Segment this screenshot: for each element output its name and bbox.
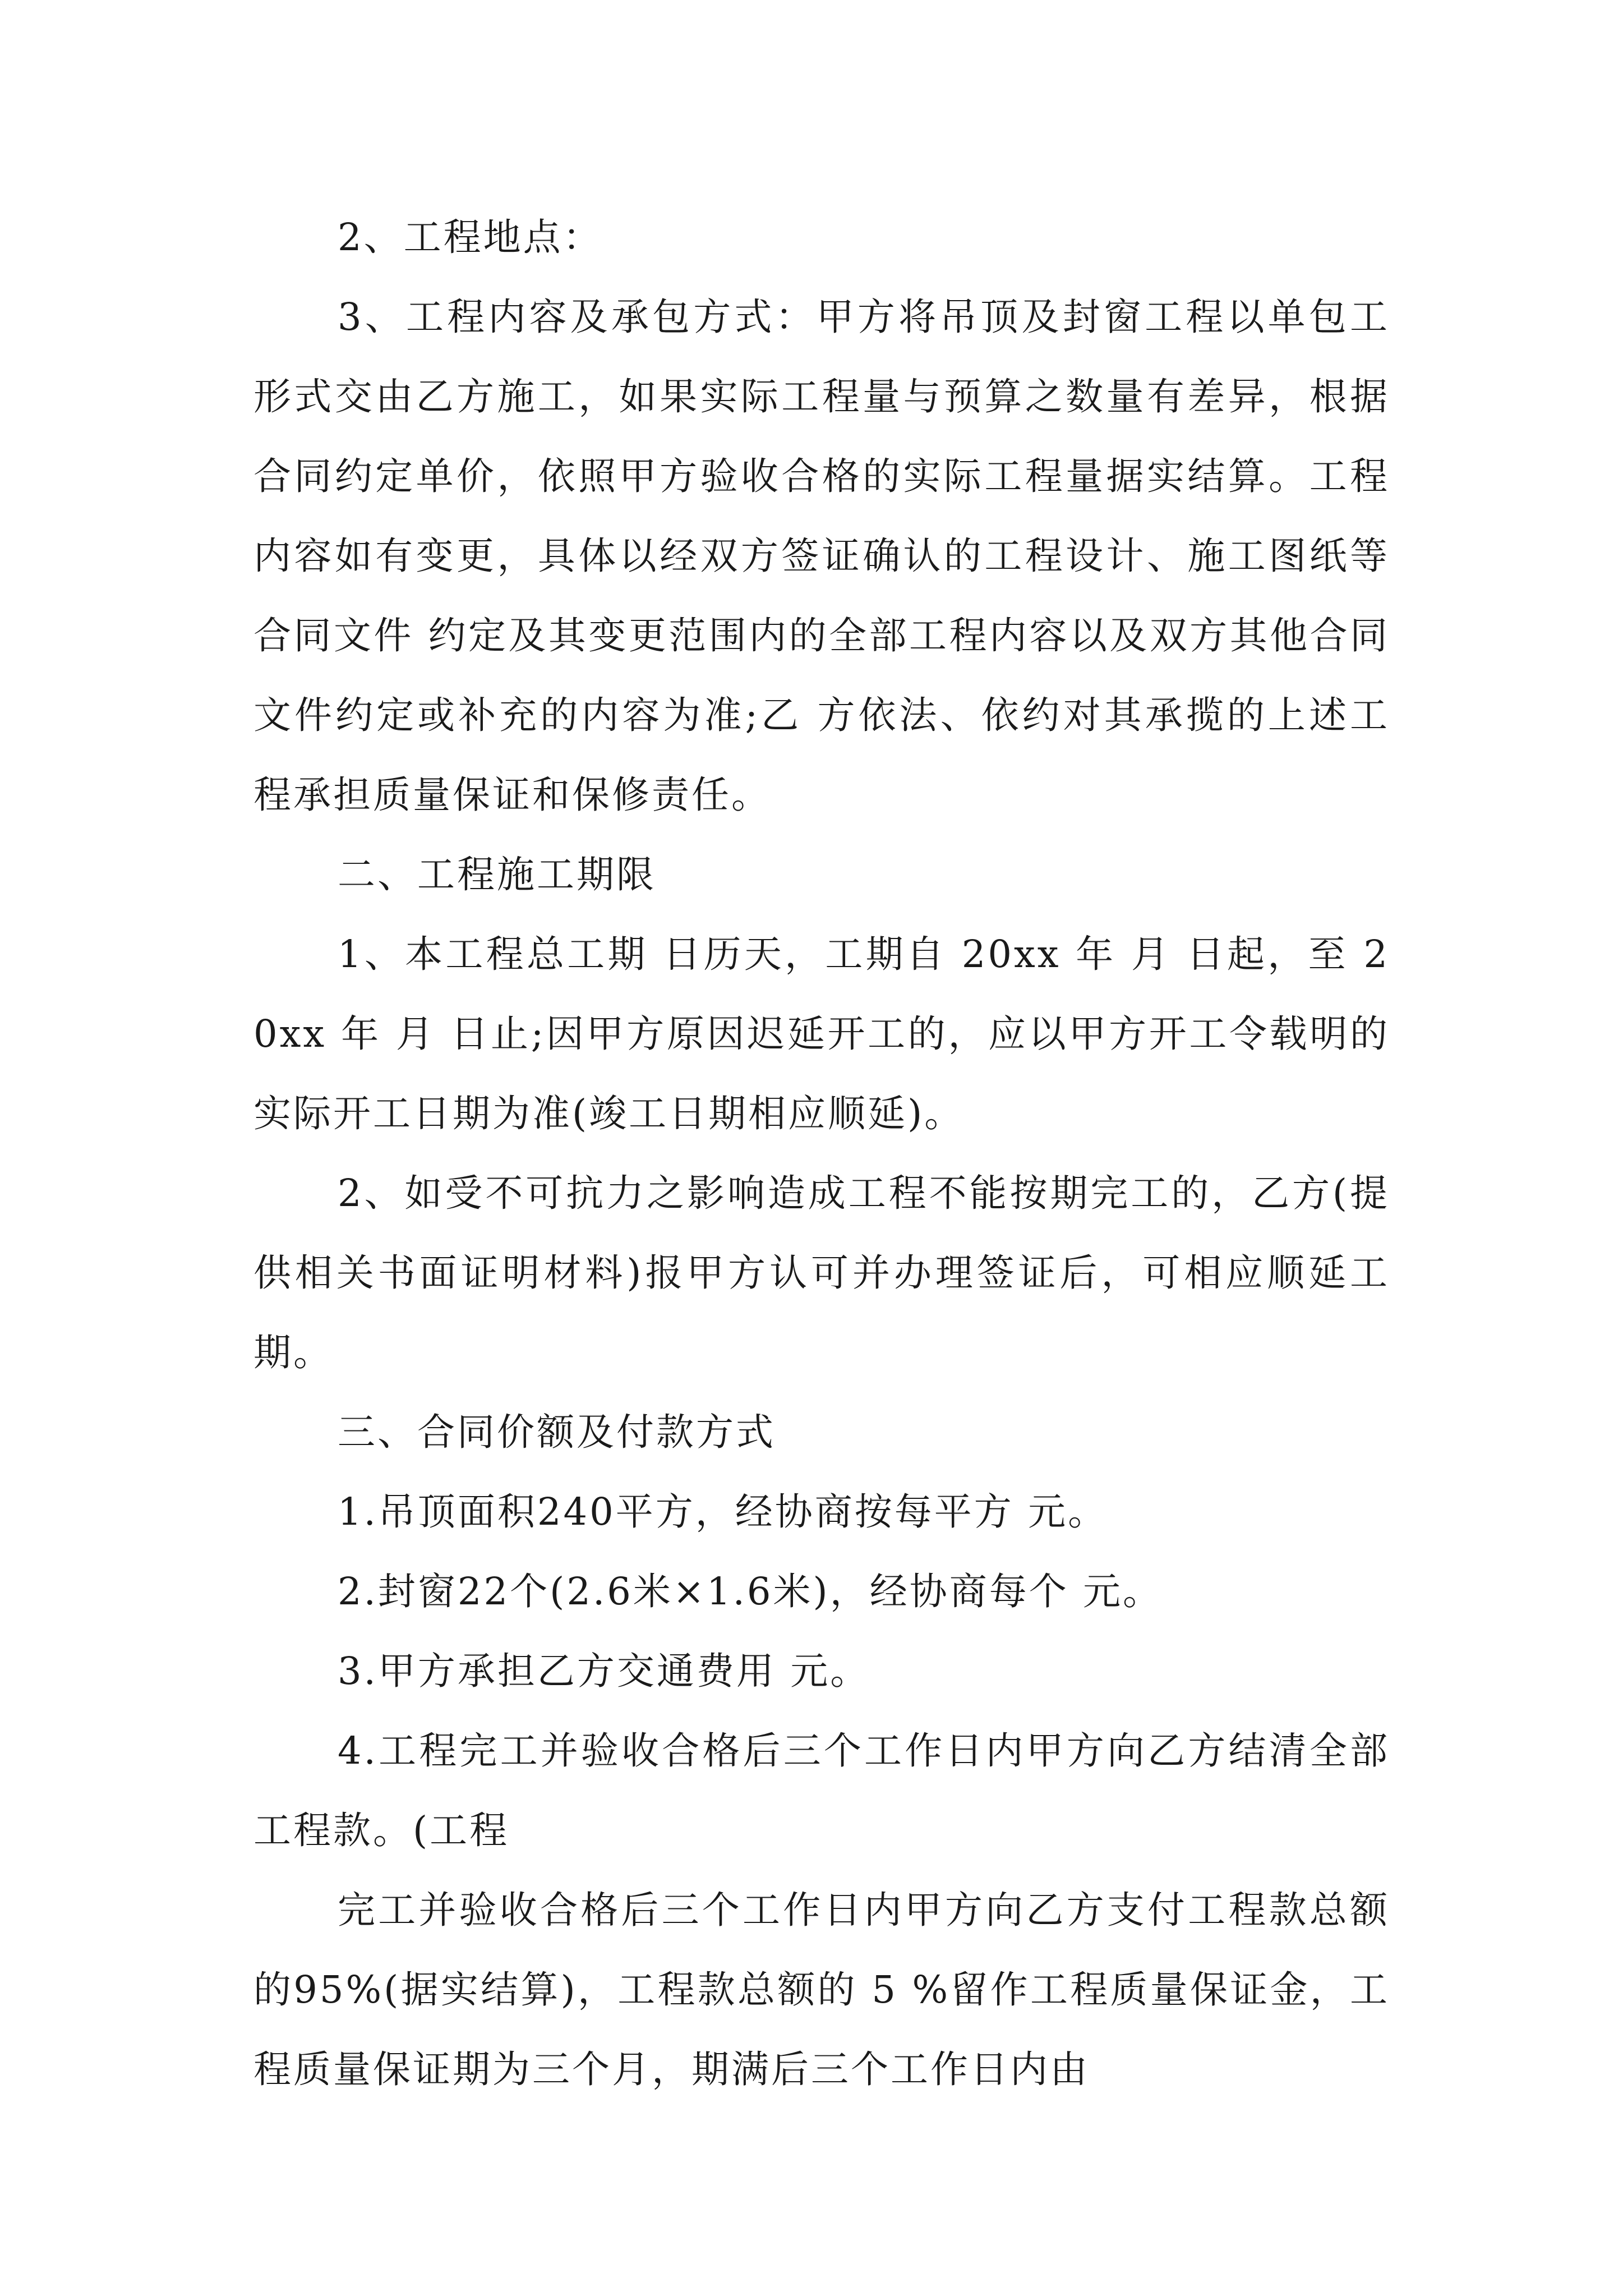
- paragraph-force-majeure: 2、如受不可抗力之影响造成工程不能按期完工的，乙方(提供相关书面证明材料)报甲方认可并办理签证后，可相应顺延工期。: [253, 1171, 1390, 1374]
- paragraph-project-scope: 3、工程内容及承包方式：甲方将吊顶及封窗工程以单包工形式交由乙方施工，如果实际工程量与预算之数量有差异，根据合同约定单价，依照甲方验收合格的实际工程量据实结算。工程内容如有变更，具体以经双方签证确认的工程设计、施工图纸等合同文件 约定及其变更范围内的全部工程内容以及双方其他合同文件约定或补充的内容为准;乙 方依法、依约对其承揽的上述工程承担质量保证和保修责任。: [253, 295, 1390, 817]
- heading-construction-period: 二、工程施工期限: [338, 853, 656, 896]
- document-body: [253, 197, 1390, 2109]
- heading-contract-price-payment: 三、合同价额及付款方式: [338, 1410, 776, 1454]
- paragraph-project-location: 2、工程地点：: [338, 215, 603, 259]
- paragraph-payment-retention: 完工并验收合格后三个工作日内甲方向乙方支付工程款总额的95%(据实结算)，工程款总额的 5 %留作工程质量保证金，工程质量保证期为三个月，期满后三个工作日内由: [253, 1888, 1390, 2091]
- paragraph-transport-cost: 3.甲方承担乙方交通费用 元。: [338, 1649, 870, 1693]
- paragraph-ceiling-area: 1.吊顶面积240平方，经协商按每平方 元。: [338, 1490, 1108, 1534]
- paragraph-total-duration: 1、本工程总工期 日历天，工期自 20xx 年 月 日起，至 20xx 年 月 日止;因甲方原因迟延开工的，应以甲方开工令载明的实际开工日期为准(竣工日期相应顺延)。: [253, 932, 1390, 1135]
- paragraph-settlement: 4.工程完工并验收合格后三个工作日内甲方向乙方结清全部工程款。(工程: [253, 1729, 1390, 1852]
- paragraph-window-sealing: 2.封窗22个(2.6米×1.6米)，经协商每个 元。: [338, 1570, 1163, 1613]
